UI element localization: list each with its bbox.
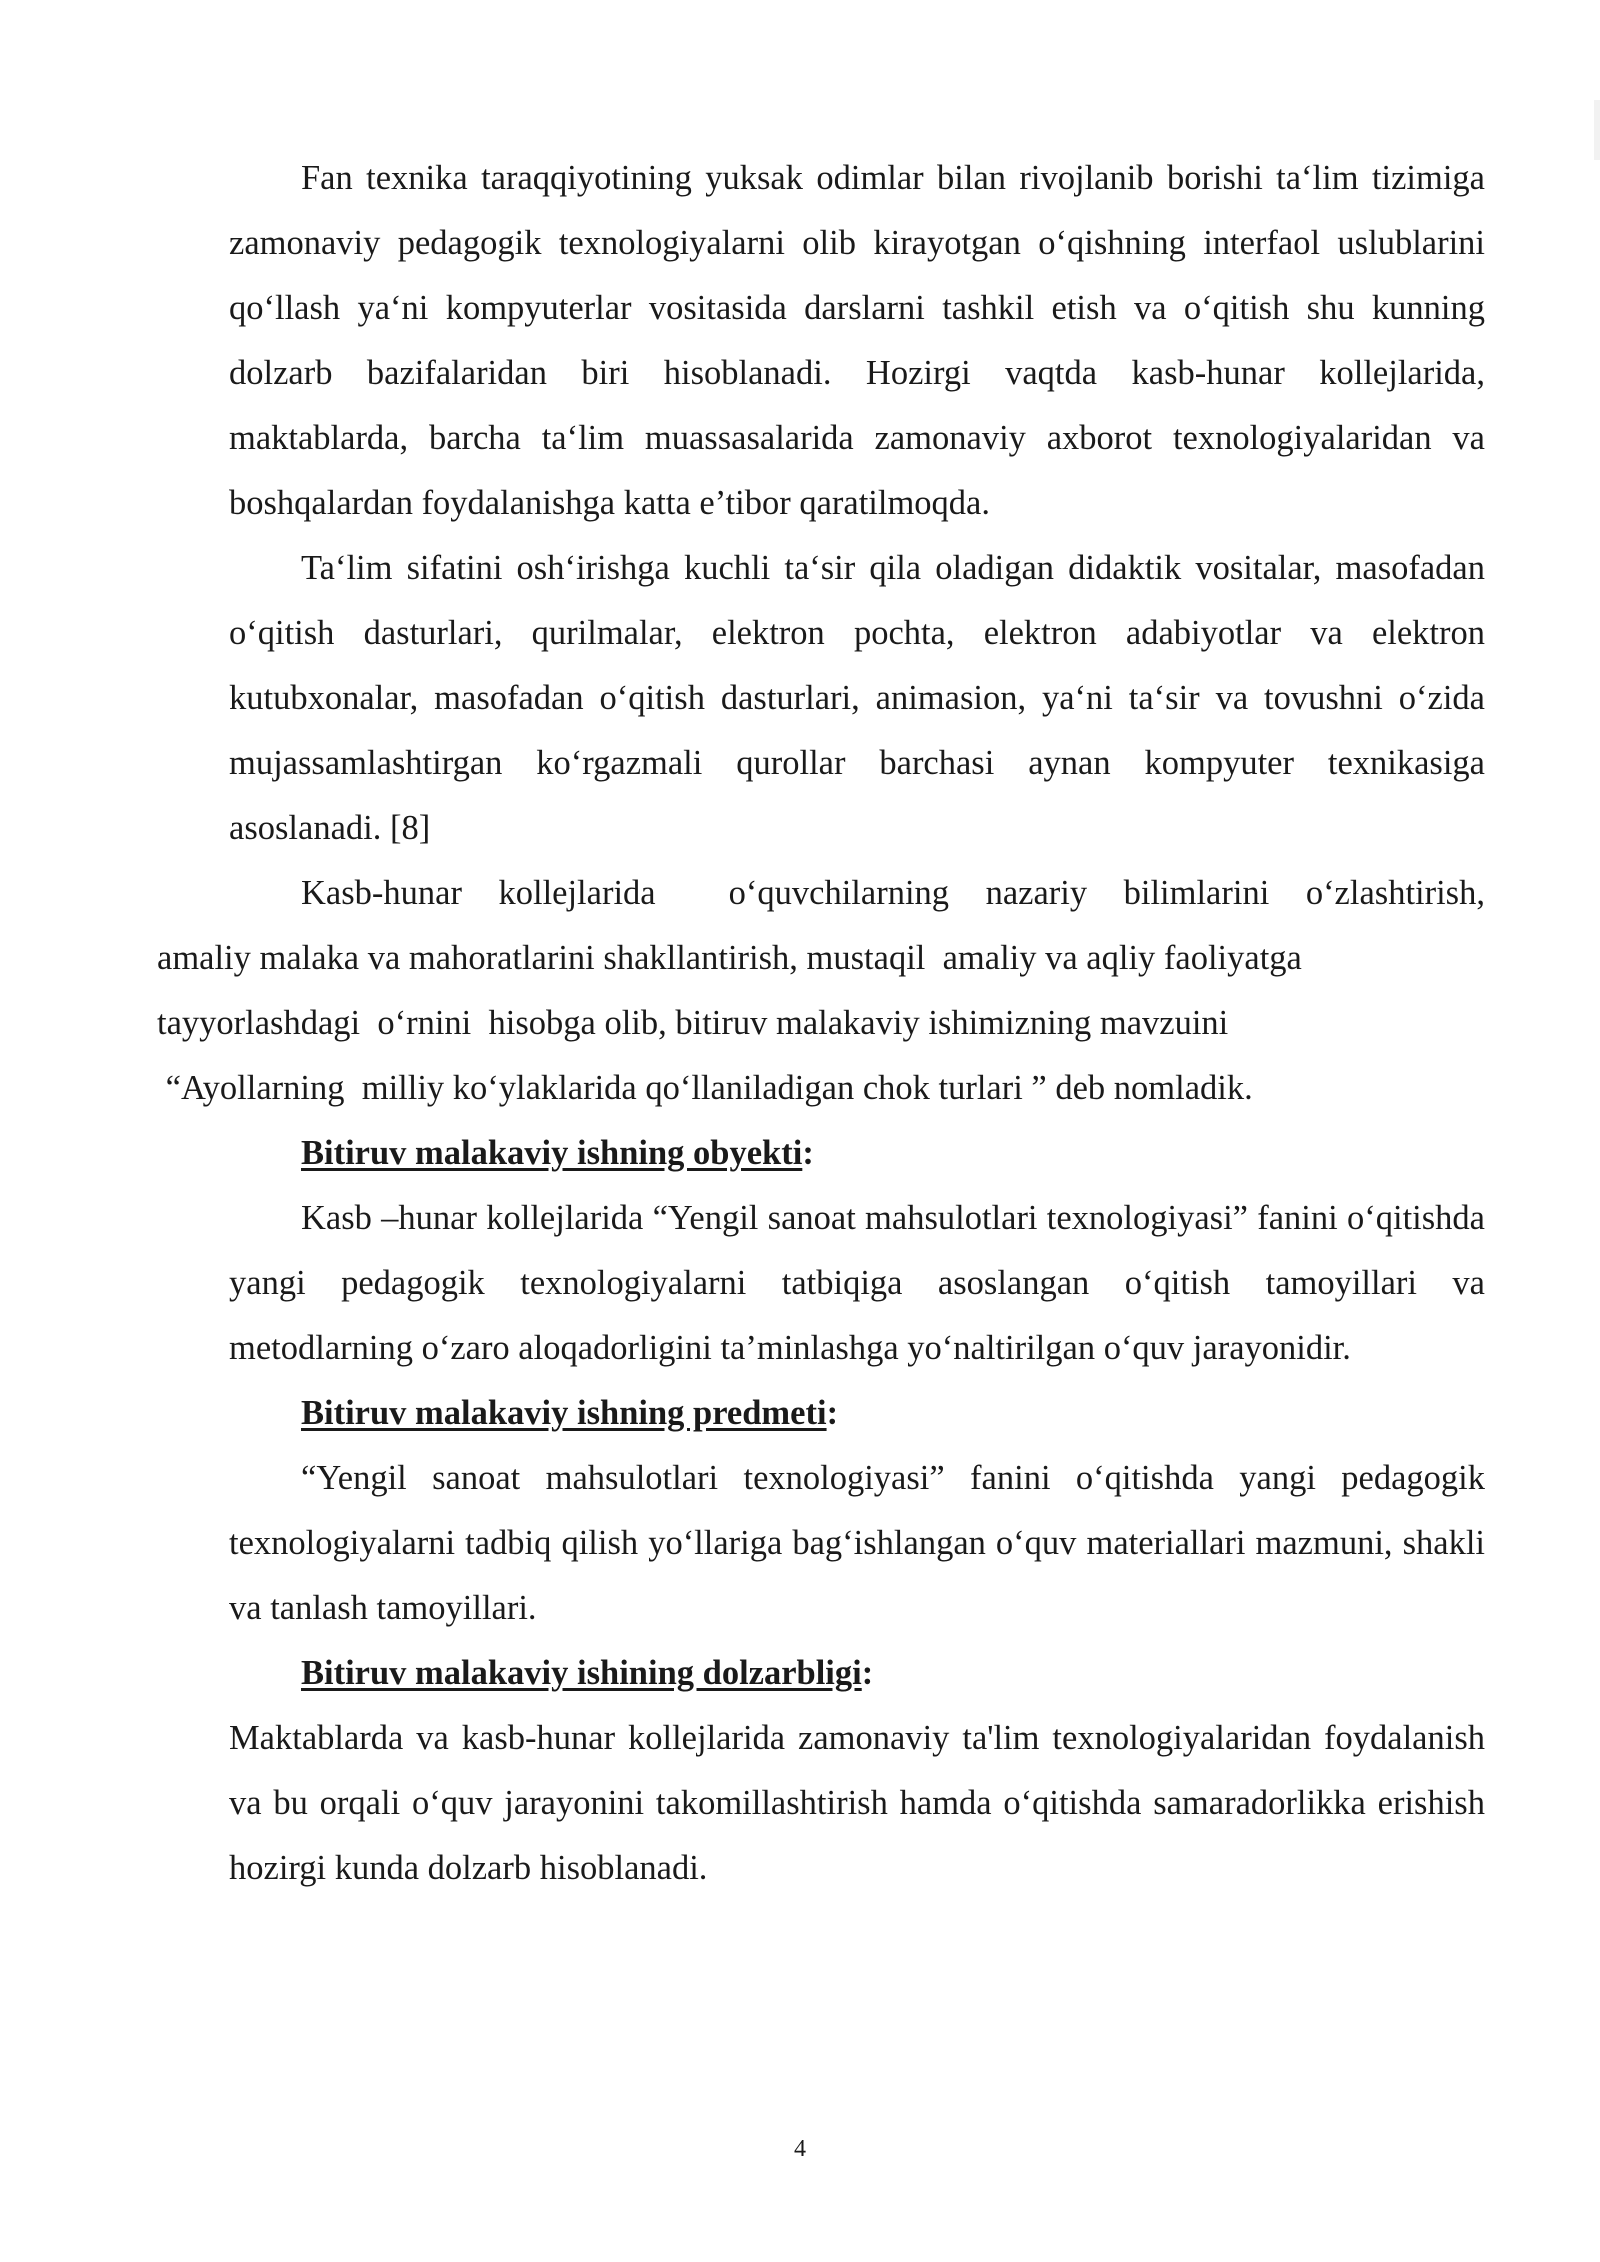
page-number: 4: [794, 2136, 806, 2162]
document-body: [157, 146, 1485, 1901]
heading-subject: [229, 1381, 1485, 1446]
paragraph-didactic-tools: Ta‘lim sifatini osh‘irishga kuchli ta‘sir qila oladigan didaktik vositalar, masofadan o‘qitish dasturlari, qurilmalar, elektron pochta, elektron adabiyotlar va elektron kutubxonalar, masofadan o‘qitish dasturlari, animasion, ya‘ni ta‘sir va tovushni o‘zida mujassamlashtirgan ko‘rgazmali qurollar barchasi aynan kompyuter texnikasiga asoslanadi. [8]: [229, 549, 1485, 847]
paragraph-relevance: Maktablarda va kasb-hunar kollejlarida zamonaviy ta'lim texnologiyalaridan foydalanish va bu orqali o‘quv jarayonini takomillashtirish hamda o‘qitishda samaradorlikka erishish hozirgi kunda dolzarb hisoblanadi.: [229, 1719, 1485, 1887]
heading-subject-text: Bitiruv malakaviy ishning predmeti: [301, 1394, 827, 1432]
paragraph-topic-line-4: “Ayollarning milliy ko‘ylaklarida qo‘llaniladigan chok turlari ” deb nomladik.: [157, 1069, 1253, 1107]
paragraph-topic: [157, 861, 1485, 1121]
page-edge-shadow: [1594, 100, 1600, 160]
heading-object-colon: :: [802, 1134, 814, 1172]
paragraph-topic-line-1: Kasb-hunar kollejlarida o‘quvchilarning nazariy bilimlarini o‘zlashtirish,: [301, 874, 1485, 912]
paragraph-subject: “Yengil sanoat mahsulotlari texnologiyasi” fanini o‘qitishda yangi pedagogik texnologiyalarni tadbiq qilish yo‘llariga bag‘ishlangan o‘quv materiallari mazmuni, shakli va tanlash tamoyillari.: [229, 1459, 1485, 1627]
paragraph-topic-line-2: amaliy malaka va mahoratlarini shakllantirish, mustaqil amaliy va aqliy faoliyatga: [157, 939, 1302, 977]
heading-relevance: [229, 1641, 1485, 1706]
paragraph-intro: Fan texnika taraqqiyotining yuksak odimlar bilan rivojlanib borishi ta‘lim tizimiga zamonaviy pedagogik texnologiyalarni olib kirayotgan o‘qishning interfaol uslublarini qo‘llash ya‘ni kompyuterlar vositasida darslarni tashkil etish va o‘qitish shu kunning dolzarb bazifalaridan biri hisoblanadi. Hozirgi vaqtda kasb-hunar kollejlarida, maktablarda, barcha ta‘lim muassasalarida zamonaviy axborot texnologiyalaridan va boshqalardan foydalanishga katta e’tibor qaratilmoqda.: [229, 159, 1485, 522]
heading-object-text: Bitiruv malakaviy ishning obyekti: [301, 1134, 803, 1172]
heading-object: [229, 1121, 1485, 1186]
paragraph-object: Kasb –hunar kollejlarida “Yengil sanoat mahsulotlari texnologiyasi” fanini o‘qitishda yangi pedagogik texnologiyalarni tatbiqiga asoslangan o‘qitish tamoyillari va metodlarning o‘zaro aloqadorligini ta’minlashga yo‘naltirilgan o‘quv jarayonidir.: [229, 1199, 1485, 1367]
paragraph-topic-line-3: tayyorlashdagi o‘rnini hisobga olib, bitiruv malakaviy ishimizning mavzuini: [157, 1004, 1229, 1042]
heading-subject-colon: :: [826, 1394, 839, 1432]
heading-relevance-text: Bitiruv malakaviy ishining dolzarbligi: [301, 1654, 862, 1692]
heading-relevance-colon: :: [861, 1654, 874, 1692]
